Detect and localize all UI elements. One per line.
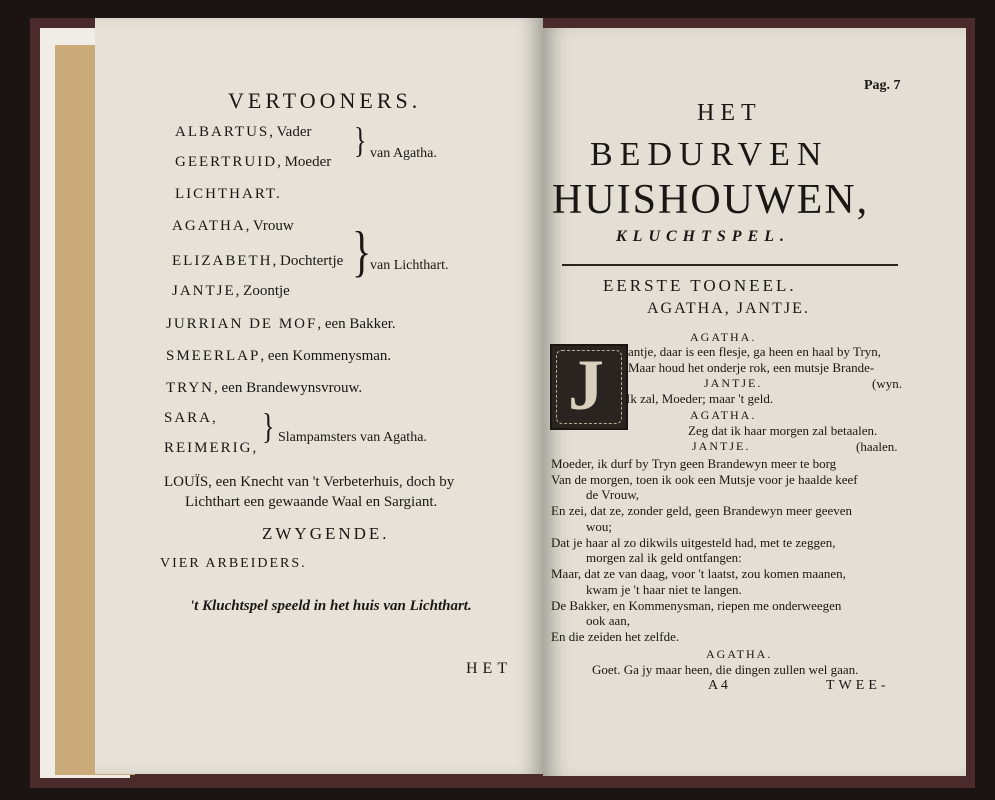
cast-entry: AGATHA, Vrouw <box>172 218 294 234</box>
verse-line: De Bakker, en Kommenysman, riepen me onderweegen <box>551 598 842 613</box>
cast-entry: REIMERIG, <box>164 440 257 456</box>
verse-line: antje, daar is een flesje, ga heen en haal by Tryn, <box>628 344 882 359</box>
speaker-label: AGATHA. <box>706 647 773 661</box>
cast-entry-louis-cont: Lichthart een gewaande Waal en Sargiant. <box>185 494 438 510</box>
cast-entry: SARA, <box>164 410 216 426</box>
verse-cont: kwam je 't haar niet te langen. <box>586 582 742 597</box>
verse-line: Dat je haar al zo dikwils uitgesteld had, met te zeggen, <box>551 535 836 550</box>
verse-cont: ook aan, <box>586 613 631 628</box>
verse-line: Moeder, ik durf by Tryn geen Brandewyn meer te borg <box>551 456 837 471</box>
ornamental-initial <box>550 344 628 430</box>
cast-entry: LICHTHART. <box>175 186 282 202</box>
scene-characters: AGATHA, JANTJE. <box>647 300 810 317</box>
verse-line: Ik zal, Moeder; maar 't geld. <box>626 391 774 406</box>
title-het: HET <box>697 100 762 126</box>
title-huishouwen: HUISHOUWEN, <box>552 177 870 223</box>
cast-entry: SMEERLAP, een Kommenysman. <box>166 348 392 364</box>
verse-line: Van de morgen, toen ik ook een Mutsje voor je haalde keef <box>551 472 858 487</box>
silent-entry: VIER ARBEIDERS. <box>160 556 307 571</box>
verse-line: Maar, dat ze van daag, voor 't laatst, zou komen maanen, <box>551 566 846 581</box>
verse-cont: wou; <box>586 519 612 534</box>
speaker-label: AGATHA. <box>690 330 757 344</box>
catchword: HET <box>466 660 513 677</box>
verse-line: En die zeiden het zelfde. <box>551 629 680 644</box>
verse-cont: de Vrouw, <box>586 487 640 502</box>
speaker-label: JANTJE. <box>692 439 751 453</box>
signature-mark: A 4 <box>708 678 728 693</box>
verse-cont: morgen zal ik geld ontfangen: <box>586 550 742 565</box>
initial-letter: J <box>568 345 604 425</box>
cast-entry: GEERTRUID, Moeder <box>175 154 332 170</box>
verse-line: En zei, dat ze, zonder geld, geen Brandewyn meer geeven <box>551 503 853 518</box>
cast-entry: JANTJE, Zoontje <box>172 283 290 299</box>
page-number: Pag. 7 <box>864 78 901 93</box>
turnover: (wyn. <box>872 376 902 391</box>
verse-line: Maar houd het onderje rok, een mutsje Brande- <box>628 360 875 375</box>
turnover: (haalen. <box>856 439 898 454</box>
group-label: van Agatha. <box>370 146 437 161</box>
brace: } <box>262 406 275 447</box>
scene-heading: EERSTE TOONEEL. <box>603 276 797 295</box>
verse-line: Zeg dat ik haar morgen zal betaalen. <box>688 423 878 438</box>
brace: } <box>352 219 372 283</box>
title-bedurven: BEDURVEN <box>590 136 829 173</box>
cast-heading: VERTOONERS. <box>228 88 422 113</box>
divider-rule <box>562 264 898 266</box>
cast-entry: TRYN, een Brandewynsvrouw. <box>166 380 363 396</box>
cast-entry-louis: LOUÏS, een Knecht van 't Verbeterhuis, doch by <box>164 474 455 490</box>
brace: } <box>354 120 367 161</box>
subtitle: KLUCHTSPEL. <box>616 228 791 245</box>
group-label: van Lichthart. <box>370 258 449 273</box>
catchword: TWEE- <box>826 678 890 693</box>
silent-heading: ZWYGENDE. <box>262 524 390 543</box>
verse-line: Goet. Ga jy maar heen, die dingen zullen wel gaan. <box>592 662 859 677</box>
cast-entry: JURRIAN DE MOF, een Bakker. <box>166 316 396 332</box>
group-label: Slampamsters van Agatha. <box>278 430 427 445</box>
cast-entry: ALBARTUS, Vader <box>175 124 312 140</box>
speaker-label: JANTJE. <box>704 376 763 390</box>
speaker-label: AGATHA. <box>690 408 757 422</box>
cast-entry: ELIZABETH, Dochtertje <box>172 253 344 269</box>
footnote: 't Kluchtspel speeld in het huis van Lichthart. <box>190 598 472 614</box>
